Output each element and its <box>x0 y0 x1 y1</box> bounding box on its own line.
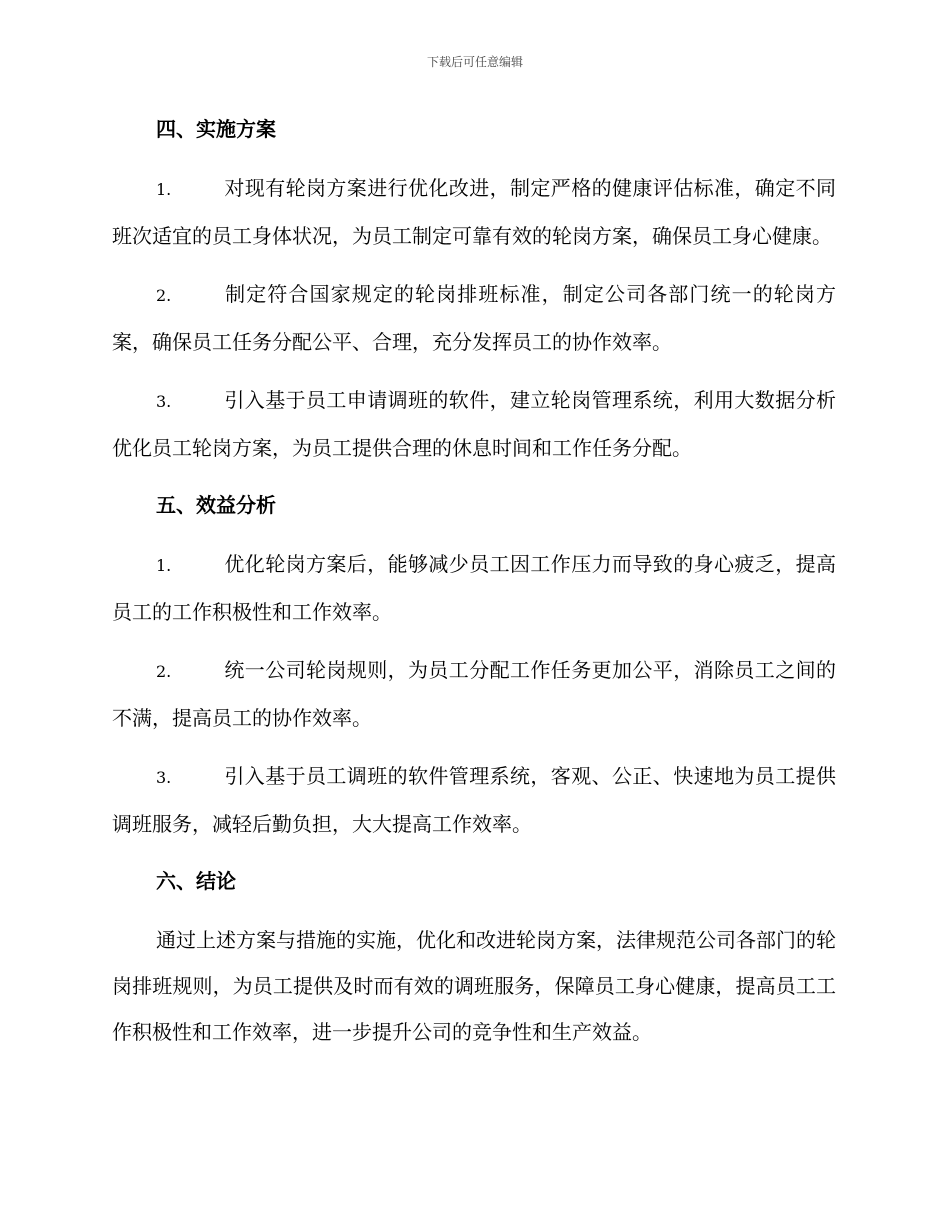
list-item <box>112 165 836 259</box>
section-heading-conclusion: 六、结论 <box>156 869 236 893</box>
list-item <box>112 377 836 471</box>
list-item-text: 制定符合国家规定的轮岗排班标准，制定公司各部门统一的轮岗方案，确保员工任务分配公平、合理，充分发挥员工的协作效率。 <box>112 282 836 354</box>
list-item <box>112 753 836 847</box>
section-heading-benefit-analysis: 五、效益分析 <box>156 493 276 517</box>
list-item-text: 引入基于员工调班的软件管理系统，客观、公正、快速地为员工提供调班服务，减轻后勤负担，大大提高工作效率。 <box>112 764 836 836</box>
document-body <box>112 107 836 1055</box>
list-item <box>112 647 836 741</box>
list-item-number: 3. <box>156 392 172 411</box>
list-item-text: 统一公司轮岗规则，为员工分配工作任务更加公平，消除员工之间的不满，提高员工的协作效率。 <box>112 658 836 730</box>
list-item-text: 对现有轮岗方案进行优化改进，制定严格的健康评估标准，确定不同班次适宜的员工身体状况，为员工制定可靠有效的轮岗方案，确保员工身心健康。 <box>112 176 836 248</box>
list-item <box>112 541 836 635</box>
section-heading-implementation: 四、实施方案 <box>156 117 276 141</box>
list-item-text: 优化轮岗方案后，能够减少员工因工作压力而导致的身心疲乏，提高员工的工作积极性和工作效率。 <box>112 552 836 624</box>
list-item-text: 引入基于员工申请调班的软件，建立轮岗管理系统，利用大数据分析优化员工轮岗方案，为员工提供合理的休息时间和工作任务分配。 <box>112 388 836 460</box>
page-header: 下载后可任意编辑 <box>426 55 523 69</box>
list-item-number: 2. <box>156 286 172 305</box>
list-item-number: 3. <box>156 768 172 787</box>
list-item-number: 2. <box>156 662 172 681</box>
conclusion-paragraph: 通过上述方案与措施的实施，优化和改进轮岗方案，法律规范公司各部门的轮岗排班规则，为员工提供及时而有效的调班服务，保障员工身心健康，提高员工工作积极性和工作效率，进一步提升公司的竞争性和生产效益。 <box>112 928 836 1044</box>
list-item-number: 1. <box>156 180 172 199</box>
list-item-number: 1. <box>156 556 172 575</box>
list-item <box>112 271 836 365</box>
